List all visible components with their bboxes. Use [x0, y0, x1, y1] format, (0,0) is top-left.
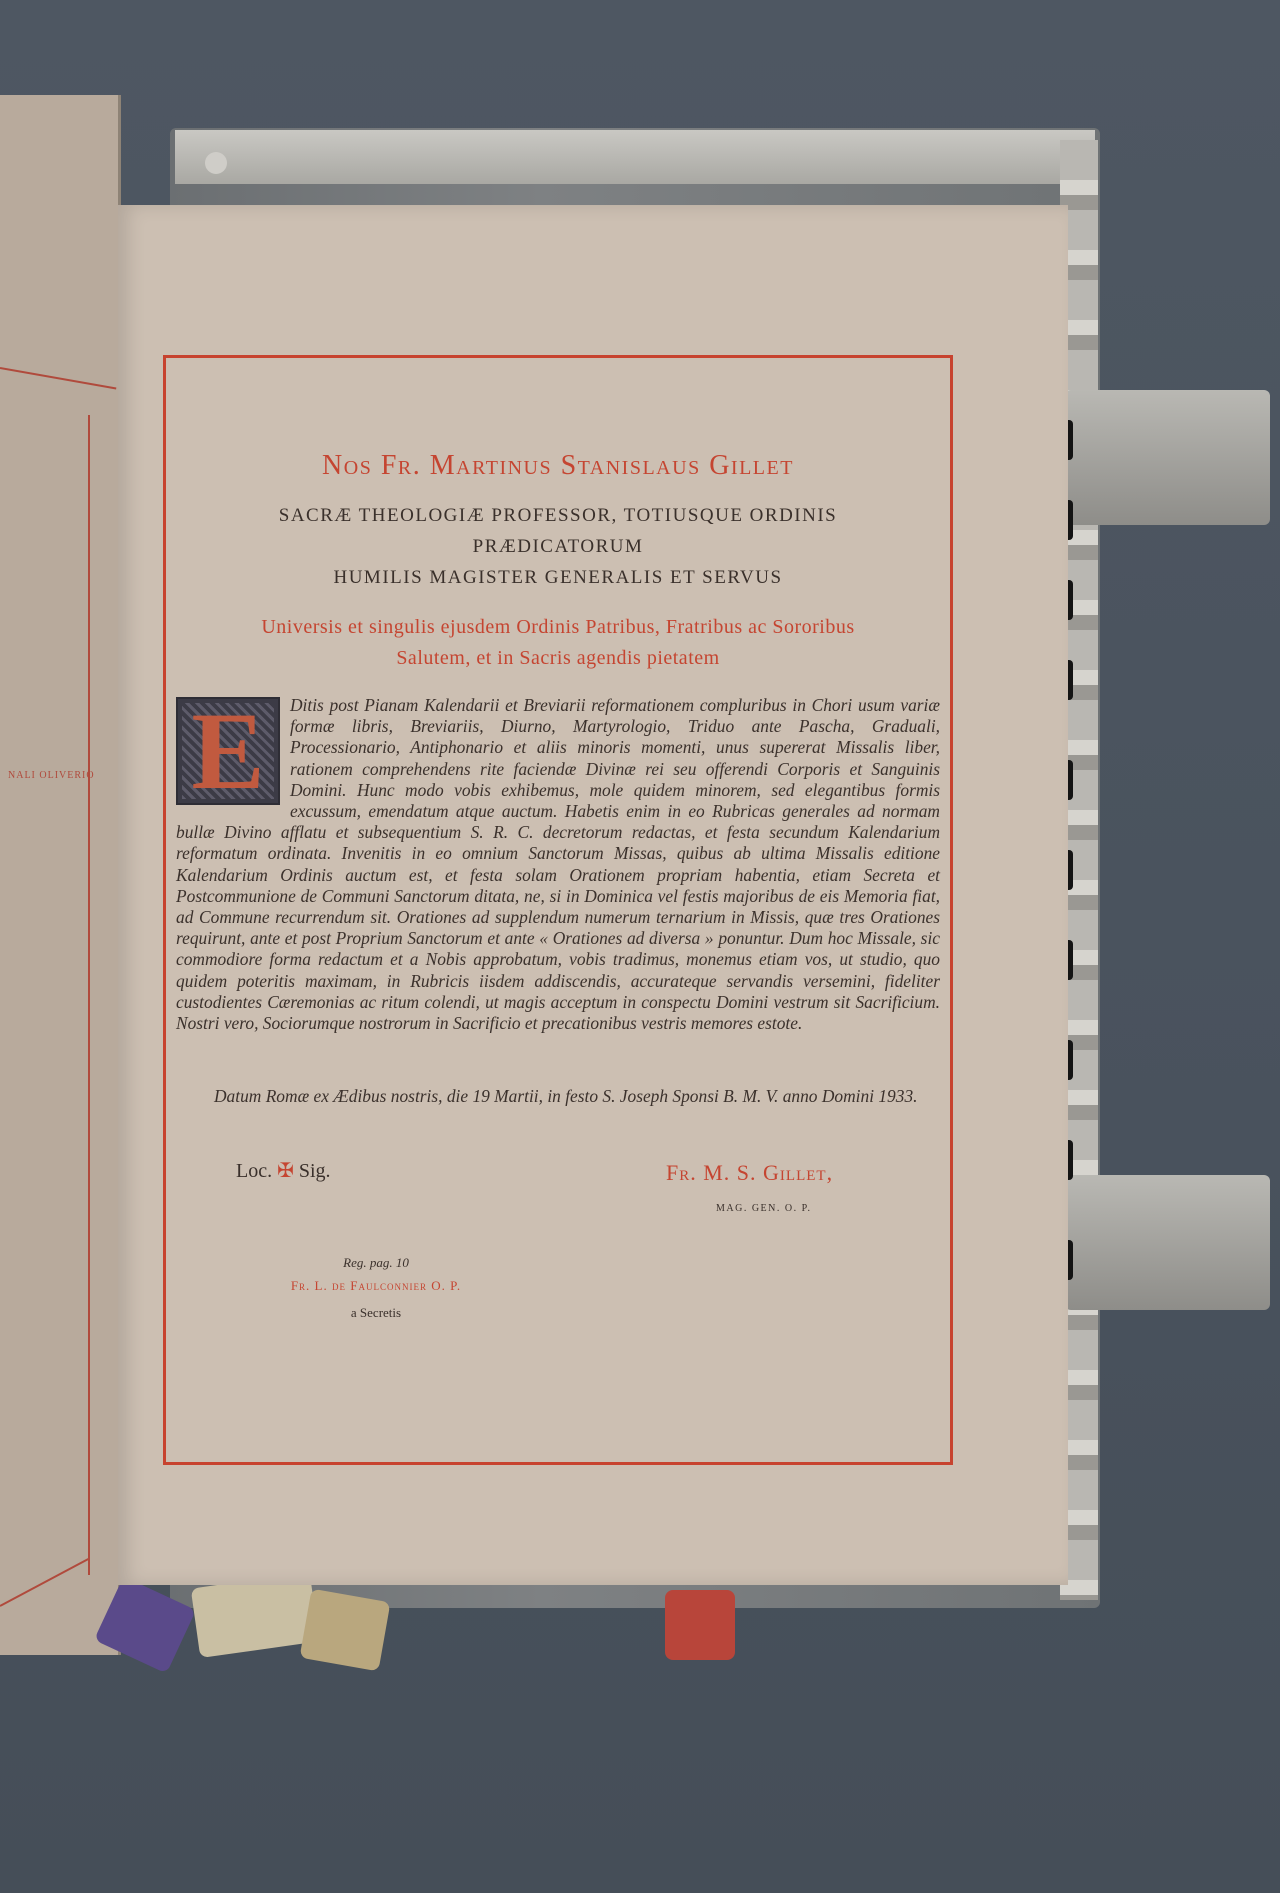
left-page-red-rule-top [0, 367, 116, 389]
frame-content [166, 358, 950, 1462]
seal-location [236, 1158, 331, 1183]
body-paragraph [176, 690, 940, 1034]
ribbon-markers [85, 1580, 445, 1740]
secretary-role: a Secretis [350, 1305, 402, 1320]
book-cover-top-edge [175, 130, 1095, 184]
greeting-line: Salutem, et in Sacris agendis pietatem [396, 647, 720, 669]
left-page-red-heading: NALI OLIVERIO [8, 770, 95, 781]
ribbon-marker[interactable] [94, 1576, 196, 1673]
greeting-line: Universis et singulis ejusdem Ordinis Patribus, Fratribus ac Sororibus [261, 616, 855, 638]
dating-clause: Datum Romæ ex Ædibus nostris, die 19 Martii, in festo S. Joseph Sponsi B. M. V. anno Domini 1933. [214, 1086, 918, 1106]
signature-office: MAG. GEN. O. P. [716, 1203, 812, 1214]
screw-icon [205, 152, 227, 174]
secretary-name: Fr. L. de Faulconnier O. P. [290, 1278, 462, 1293]
ribbon-marker[interactable] [665, 1590, 735, 1660]
registry-page: Reg. pag. 10 [343, 1255, 409, 1270]
upper-clasp [1065, 390, 1270, 525]
initial-letter: E [191, 690, 265, 812]
illuminated-initial [176, 690, 280, 812]
sig-label: Sig. [298, 1160, 331, 1182]
cross-icon: ✠ [277, 1160, 294, 1182]
subtitle-line: SACRÆ THEOLOGIÆ PROFESSOR, TOTIUSQUE ORDINIS [278, 505, 838, 526]
left-page-red-rule [88, 415, 90, 1575]
subtitle-line: PRÆDICATORUM [472, 536, 644, 557]
subtitle-line: HUMILIS MAGISTER GENERALIS ET SERVUS [333, 567, 783, 588]
lower-clasp [1065, 1175, 1270, 1310]
left-page-red-rule-bottom [0, 1558, 89, 1607]
page-title: Nos Fr. Martinus Stanislaus Gillet [322, 450, 794, 481]
red-border-frame [163, 355, 953, 1465]
loc-label: Loc. [236, 1160, 273, 1182]
left-page-text-fragment [6, 395, 86, 409]
signature-name: Fr. M. S. Gillet, [666, 1160, 834, 1185]
left-facing-page [0, 95, 121, 1655]
body-text: Ditis post Pianam Kalendarii et Breviarii reformationem compluribus in Chori usum variæ formæ libris, Breviariis, Diurno, Martyrologio, Triduo ante Pascha, Graduali, Processionario, Antiphonario et aliis minoris momenti, unus supererat Missalis liber, rationem comprehendens rite faciendæ Divinæ rei seu offerendi Corporis et Sanguinis Domini. Hunc modo vobis exhibemus, mole quidem minorem, sed elegantibus formis excussum, emendatum atque auctum. Habetis enim in eo Rubricas generales ad normam bullæ Divino afflatu et subsequentium S. R. C. decretorum redactas, et festa secundum Kalendarium reformatum ordinata. Invenitis in eo omnium Sanctorum Missas, quibus ab ultima Missalis editione Kalendarium Ordinis auctum est, et festa solam Orationem propriam habentia, etiam Secreta et Postcommunione de Communi Sanctorum ditata, ne, si in Dominica vel festis majoribus de eis Memoria fiat, ad Commune recurrendum sit. Orationes ad supplendum numerum ternarium in Missis, quæ tres Orationes requirunt, ante et post Proprium Sanctorum et ante « Orationes ad diversa » ponuntur. Dum hoc Missale, sic commodiore forma redactum et a Nobis approbatum, vobis tradimus, monemus etiam vos, ut studio, quo quidem poteritis maximam, in Rubricis iisdem addiscendis, accurateque servandis versemini, fideliter custodientes Cæremonias ac ritum colendi, ut magis acceptum in conspectu Domini vestrum sit Sacrificium. Nostri vero, Sociorumque nostrorum in Sacrificio et precationibus vestris memores estote. [176, 695, 940, 1034]
ribbon-marker[interactable] [300, 1589, 391, 1672]
